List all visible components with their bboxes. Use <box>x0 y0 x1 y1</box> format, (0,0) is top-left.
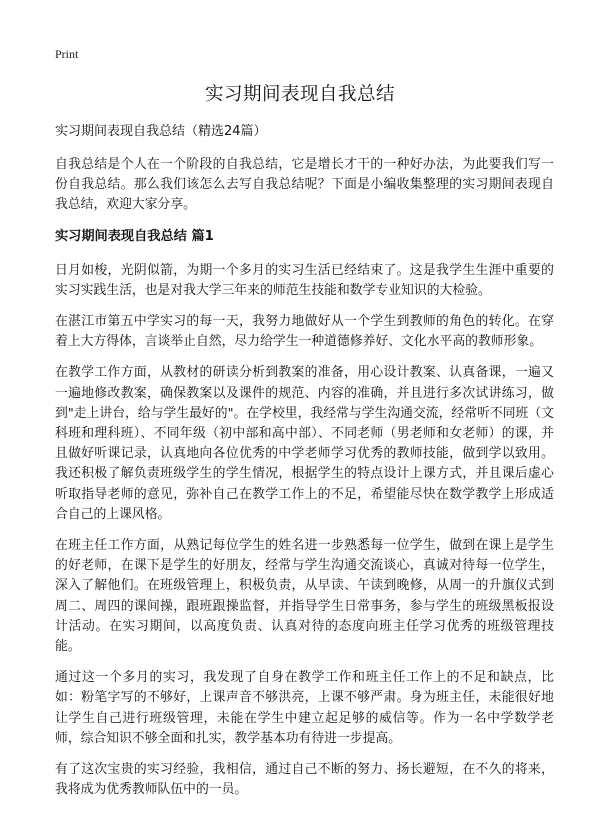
print-link[interactable]: Print <box>55 47 79 61</box>
body-paragraph-5: 通过这一个多月的实习，我发现了自身在教学工作和班主任工作上的不足和缺点，比如：粉笔字写的不够好，上课声音不够洪亮，上课不够严肃。身为班主任，未能很好地让学生自己进行班级管理，未能在学生中建立起足够的威信等。作为一名中学数学老师，综合知识不够全面和扎实，教学基本功有待进一步提高。 <box>55 670 554 746</box>
body-paragraph-3: 在教学工作方面，从教材的研读分析到教案的准备，用心设计教案、认真备课，一遍又一遍地修改教案，确保教案以及课件的规范、内容的准确，并且进行多次试讲练习，做到"走上讲台，给与学生最好的"。在学校里，我经常与学生沟通交流，经常听不同班（文科班和理科班）、不同年级（初中部和高中部）、不同老师（男老师和女老师）的课，并且做好听课记录，认真地向各位优秀的中学老师学习优秀的教师技能，做到学以致用。我还积极了解负责班级学生的学生情况，根据学生的特点设计上课方式，并且课后虚心听取指导老师的意见，弥补自己在教学工作上的不足，希望能尽快在数学教学上形成适合自己的上课风格。 <box>55 365 554 522</box>
intro-paragraph: 自我总结是个人在一个阶段的自我总结，它是增长才干的一种好办法，为此要我们写一份自我总结。那么我们该怎么去写自我总结呢？下面是小编收集整理的实习期间表现自我总结，欢迎大家分享。 <box>55 157 554 213</box>
article-body <box>55 122 554 811</box>
body-paragraph-6: 有了这次宝贵的实习经验，我相信，通过自己不断的努力、扬长避短，在不久的将来，我将成为优秀教师队伍中的一员。 <box>55 762 554 798</box>
body-paragraph-2: 在湛江市第五中学实习的每一天，我努力地做好从一个学生到教师的角色的转化。在穿着上大方得体，言谈举止自然，尽力给学生一种道德修养好、文化水平高的教师形象。 <box>55 314 554 350</box>
article-subtitle: 实习期间表现自我总结（精选24篇） <box>55 124 267 139</box>
page-title: 实习期间表现自我总结 <box>204 84 395 105</box>
body-paragraph-4: 在班主任工作方面，从熟记每位学生的姓名进一步熟悉每一位学生，做到在课上是学生的好老师，在课下是学生的好朋友，经常与学生沟通交流谈心，真诚对待每一位学生，深入了解他们。在班级管理上，积极负责，从早读、午读到晚修，从周一的升旗仪式到周二、周四的课间操，跟班跟操监督，并指导学生日常事务，参与学生的班级黑板报设计活动。在实习期间，以高度负责、认真对待的态度向班主任学习优秀的班级管理技能。 <box>55 538 554 655</box>
section-heading: 实习期间表现自我总结 篇1 <box>55 228 214 244</box>
body-paragraph-1: 日月如梭，光阴似箭，为期一个多月的实习生活已经结束了。这是我学生生涯中重要的实习实践生活，也是对我大学三年来的师范生技能和数学专业知识的大检验。 <box>55 262 554 298</box>
